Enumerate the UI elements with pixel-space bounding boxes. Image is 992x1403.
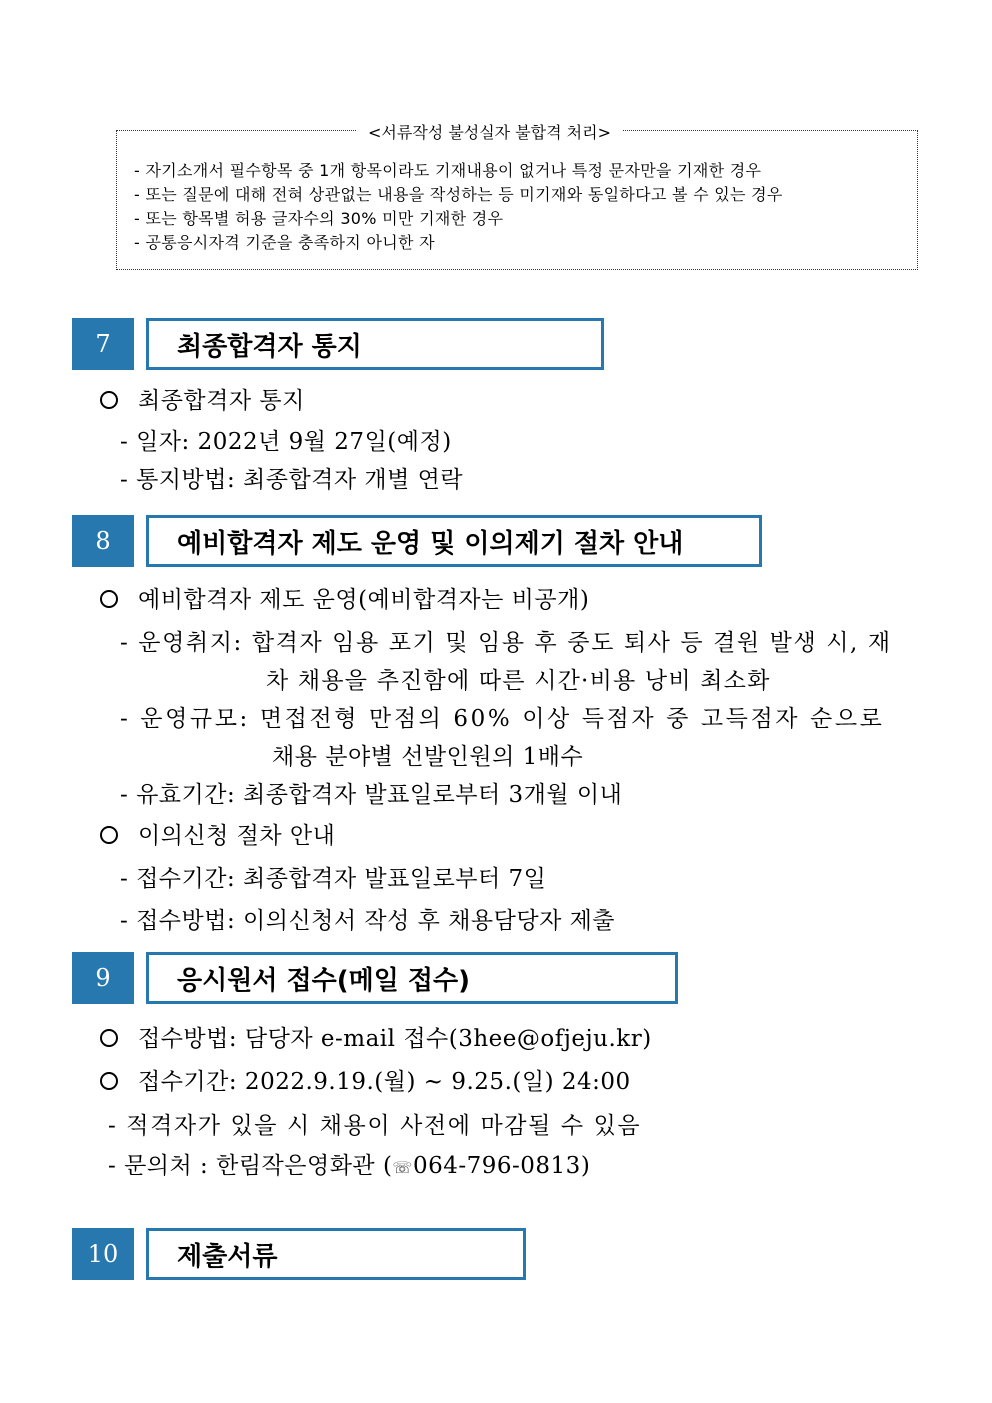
section-title: 응시원서 접수(메일 접수) (146, 952, 678, 1004)
circle-bullet-icon (100, 1029, 118, 1047)
contact-number: 064-796-0813) (412, 1153, 591, 1179)
bullet-text: 최종합격자 통지 (138, 388, 305, 414)
circle-bullet-icon (100, 590, 118, 608)
notice-line: - 자기소개서 필수항목 중 1개 항목이라도 기재내용이 없거나 특정 문자만을 기재한 경우 (134, 161, 762, 180)
circle-bullet-icon (100, 826, 118, 844)
section-title: 제출서류 (146, 1228, 526, 1280)
bullet-item (100, 1063, 631, 1096)
contact-line (108, 1147, 590, 1180)
section-number: 7 (72, 318, 134, 370)
detail-item: - 접수기간: 최종합격자 발표일로부터 7일 (120, 866, 547, 892)
notice-line: - 또는 항목별 허용 글자수의 30% 미만 기재한 경우 (134, 209, 504, 228)
section-number: 10 (72, 1228, 134, 1280)
contact-prefix: - 문의처 : 한림작은영화관 ( (108, 1153, 393, 1179)
circle-bullet-icon (100, 391, 118, 409)
detail-item: - 유효기간: 최종합격자 발표일로부터 3개월 이내 (120, 782, 623, 808)
detail-item: - 일자: 2022년 9월 27일(예정) (120, 429, 452, 455)
detail-item-continued: 차 채용을 추진함에 따른 시간·비용 낭비 최소화 (266, 668, 771, 694)
phone-icon: ☏ (392, 1158, 413, 1177)
notice-line: - 공통응시자격 기준을 충족하지 아니한 자 (134, 233, 435, 252)
bullet-item (100, 1020, 652, 1053)
circle-bullet-icon (100, 1072, 118, 1090)
bullet-item (100, 817, 335, 850)
notice-lines (134, 159, 783, 255)
detail-item: - 적격자가 있을 시 채용이 사전에 마감될 수 있음 (108, 1113, 642, 1139)
detail-item: - 운영취지: 합격자 임용 포기 및 임용 후 중도 퇴사 등 결원 발생 시, 재 (120, 630, 892, 656)
notice-line: - 또는 질문에 대해 전혀 상관없는 내용을 작성하는 등 미기재와 동일하다고 볼 수 있는 경우 (134, 185, 783, 204)
section-title: 최종합격자 통지 (146, 318, 604, 370)
bullet-text: 접수방법: 담당자 e-mail 접수(3hee@ofjeju.kr) (138, 1026, 652, 1052)
bullet-text: 예비합격자 제도 운영(예비합격자는 비공개) (138, 587, 590, 613)
detail-item: - 접수방법: 이의신청서 작성 후 채용담당자 제출 (120, 908, 616, 934)
section-number: 8 (72, 515, 134, 567)
section-number: 9 (72, 952, 134, 1004)
notice-title: <서류작성 불성실자 불합격 처리> (356, 120, 623, 143)
detail-item-continued: 채용 분야별 선발인원의 1배수 (272, 744, 584, 770)
detail-item: - 통지방법: 최종합격자 개별 연락 (120, 467, 464, 493)
bullet-text: 이의신청 절차 안내 (138, 823, 336, 849)
bullet-item (100, 382, 305, 415)
section-title: 예비합격자 제도 운영 및 이의제기 절차 안내 (146, 515, 762, 567)
bullet-item (100, 581, 589, 614)
detail-item: - 운영규모: 면접전형 만점의 60% 이상 득점자 중 고득점자 순으로 (120, 706, 885, 732)
bullet-text: 접수기간: 2022.9.19.(월) ~ 9.25.(일) 24:00 (138, 1069, 631, 1095)
